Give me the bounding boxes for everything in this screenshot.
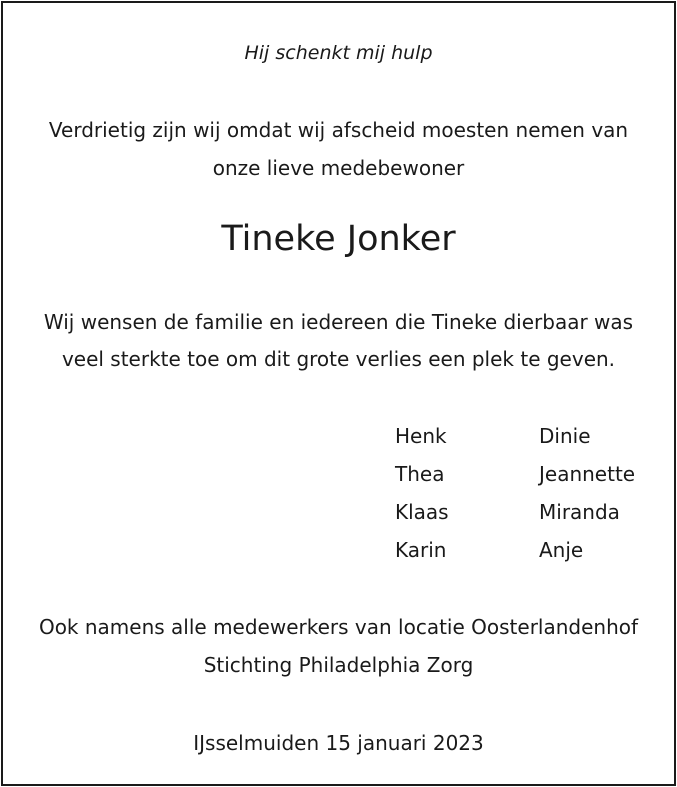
wish-line-1: Wij wensen de familie en iedereen die Tineke dierbaar was [43,310,634,334]
intro-line-2: onze lieve medebewoner [212,156,465,180]
deceased-name: Tineke Jonker [221,219,456,259]
signatory-name: Karin [395,538,447,562]
signatory-name: Anje [539,538,584,562]
signatories-list [395,422,655,574]
signatory-row [395,498,655,536]
signatory-name: Dinie [539,424,591,448]
signatory-name: Jeannette [539,462,636,486]
signatory-name: Miranda [539,500,620,524]
behalf-line-2: Stichting Philadelphia Zorg [203,653,474,677]
signatory-row [395,460,655,498]
signatory-row [395,536,655,574]
signatory-name: Thea [395,462,445,486]
signatory-row [395,422,655,460]
behalf-line-1: Ook namens alle medewerkers van locatie Oosterlandenhof [38,615,639,639]
obituary-notice [1,1,676,786]
intro-line-1: Verdrietig zijn wij omdat wij afscheid moesten nemen van [48,118,629,142]
signatory-name: Henk [395,424,447,448]
signatory-name: Klaas [395,500,449,524]
place-date: IJsselmuiden 15 januari 2023 [193,731,484,755]
wish-line-2: veel sterkte toe om dit grote verlies een plek te geven. [61,347,616,371]
motto-text: Hij schenkt mij hulp [244,42,433,64]
